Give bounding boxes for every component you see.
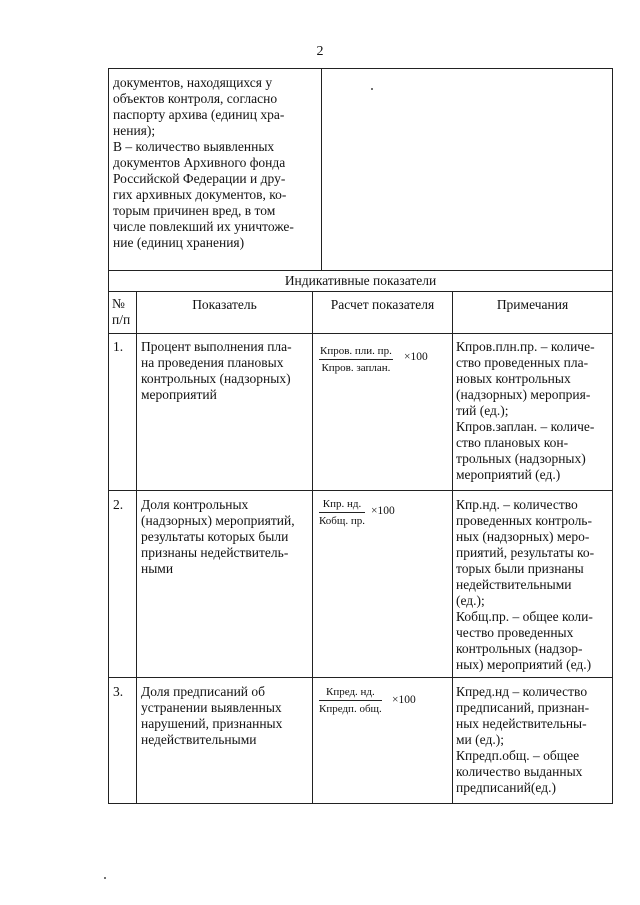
top-row-description: документов, находящихся у объектов контроля, согласно паспорту архива (единиц хра- нения); В – количество выявленных документов Архивного фонда Российской Федерации и дру- гих архивных документов, ко- торым причинен вред, в том числе повлекший их уничтоже- ние (единиц хранения) <box>113 75 294 250</box>
vline-calc-col <box>452 291 453 803</box>
row3-notes: Кпред.нд – количество предписаний, признан- ных недействительны- ми (ед.); Кпредп.общ. – общее количество выданных предписаний(ед.) <box>456 684 590 795</box>
header-indicator: Показатель <box>192 297 257 312</box>
row1-num: 1. <box>113 339 124 354</box>
row1-multiplier: ×100 <box>404 351 428 363</box>
hline-row1-bottom <box>109 490 612 491</box>
row3-formula <box>319 686 382 715</box>
scan-mark <box>371 88 373 90</box>
row2-numerator: Кпр. нд. <box>319 498 365 513</box>
row3-multiplier: ×100 <box>392 694 416 706</box>
hline-section-bottom <box>109 291 612 292</box>
vline-num-col <box>136 291 137 803</box>
hline-row2-bottom <box>109 677 612 678</box>
row3-indicator: Доля предписаний об устранении выявленных нарушений, признанных недействительными <box>141 684 283 747</box>
hline-header-bottom <box>109 333 612 334</box>
row2-multiplier: ×100 <box>371 505 395 517</box>
row1-indicator: Процент выполнения пла- на проведения плановых контрольных (надзорных) мероприятий <box>141 339 292 402</box>
row2-num: 2. <box>113 497 124 512</box>
scan-mark-bottom <box>104 877 106 879</box>
vline-indicator-col <box>312 291 313 803</box>
row1-formula <box>319 345 393 374</box>
vline-top-divider <box>321 69 322 270</box>
row1-denominator: Кпров. заплан. <box>321 362 391 374</box>
row2-notes: Кпр.нд. – количество проведенных контроль- ных (надзорных) меро- приятий, результаты ко- торых были признаны недействительными (ед.); Кобщ.пр. – общее коли- чество проведенных контрольных (надзор- ных) мероприятий (ед.) <box>456 497 595 672</box>
row3-denominator: Кпредп. общ. <box>319 703 382 715</box>
header-num: № п/п <box>112 296 131 327</box>
row3-num: 3. <box>113 684 124 699</box>
hline-top-row-bottom <box>109 270 612 271</box>
row3-numerator: Кпред. нд. <box>319 686 382 701</box>
header-notes: Примечания <box>496 297 569 312</box>
row2-denominator: Кобщ. пр. <box>319 515 365 527</box>
page-number: 2 <box>316 44 324 59</box>
row2-indicator: Доля контрольных (надзорных) мероприятий, результаты которых были признаны недействитель- ными <box>141 497 295 576</box>
indicators-table <box>108 68 613 804</box>
header-calc: Расчет показателя <box>330 297 435 312</box>
row1-numerator: Кпров. пли. пр. <box>319 345 393 360</box>
row1-notes: Кпров.плн.пр. – количе- ство проведенных пла- новых контрольных (надзорных) мероприя- тий (ед.); Кпров.заплан. – количе- ство плановых кон- трольных (надзорных) мероприятий (ед.) <box>456 339 595 482</box>
row2-formula <box>319 498 365 527</box>
section-title: Индикативные показатели <box>284 273 437 288</box>
